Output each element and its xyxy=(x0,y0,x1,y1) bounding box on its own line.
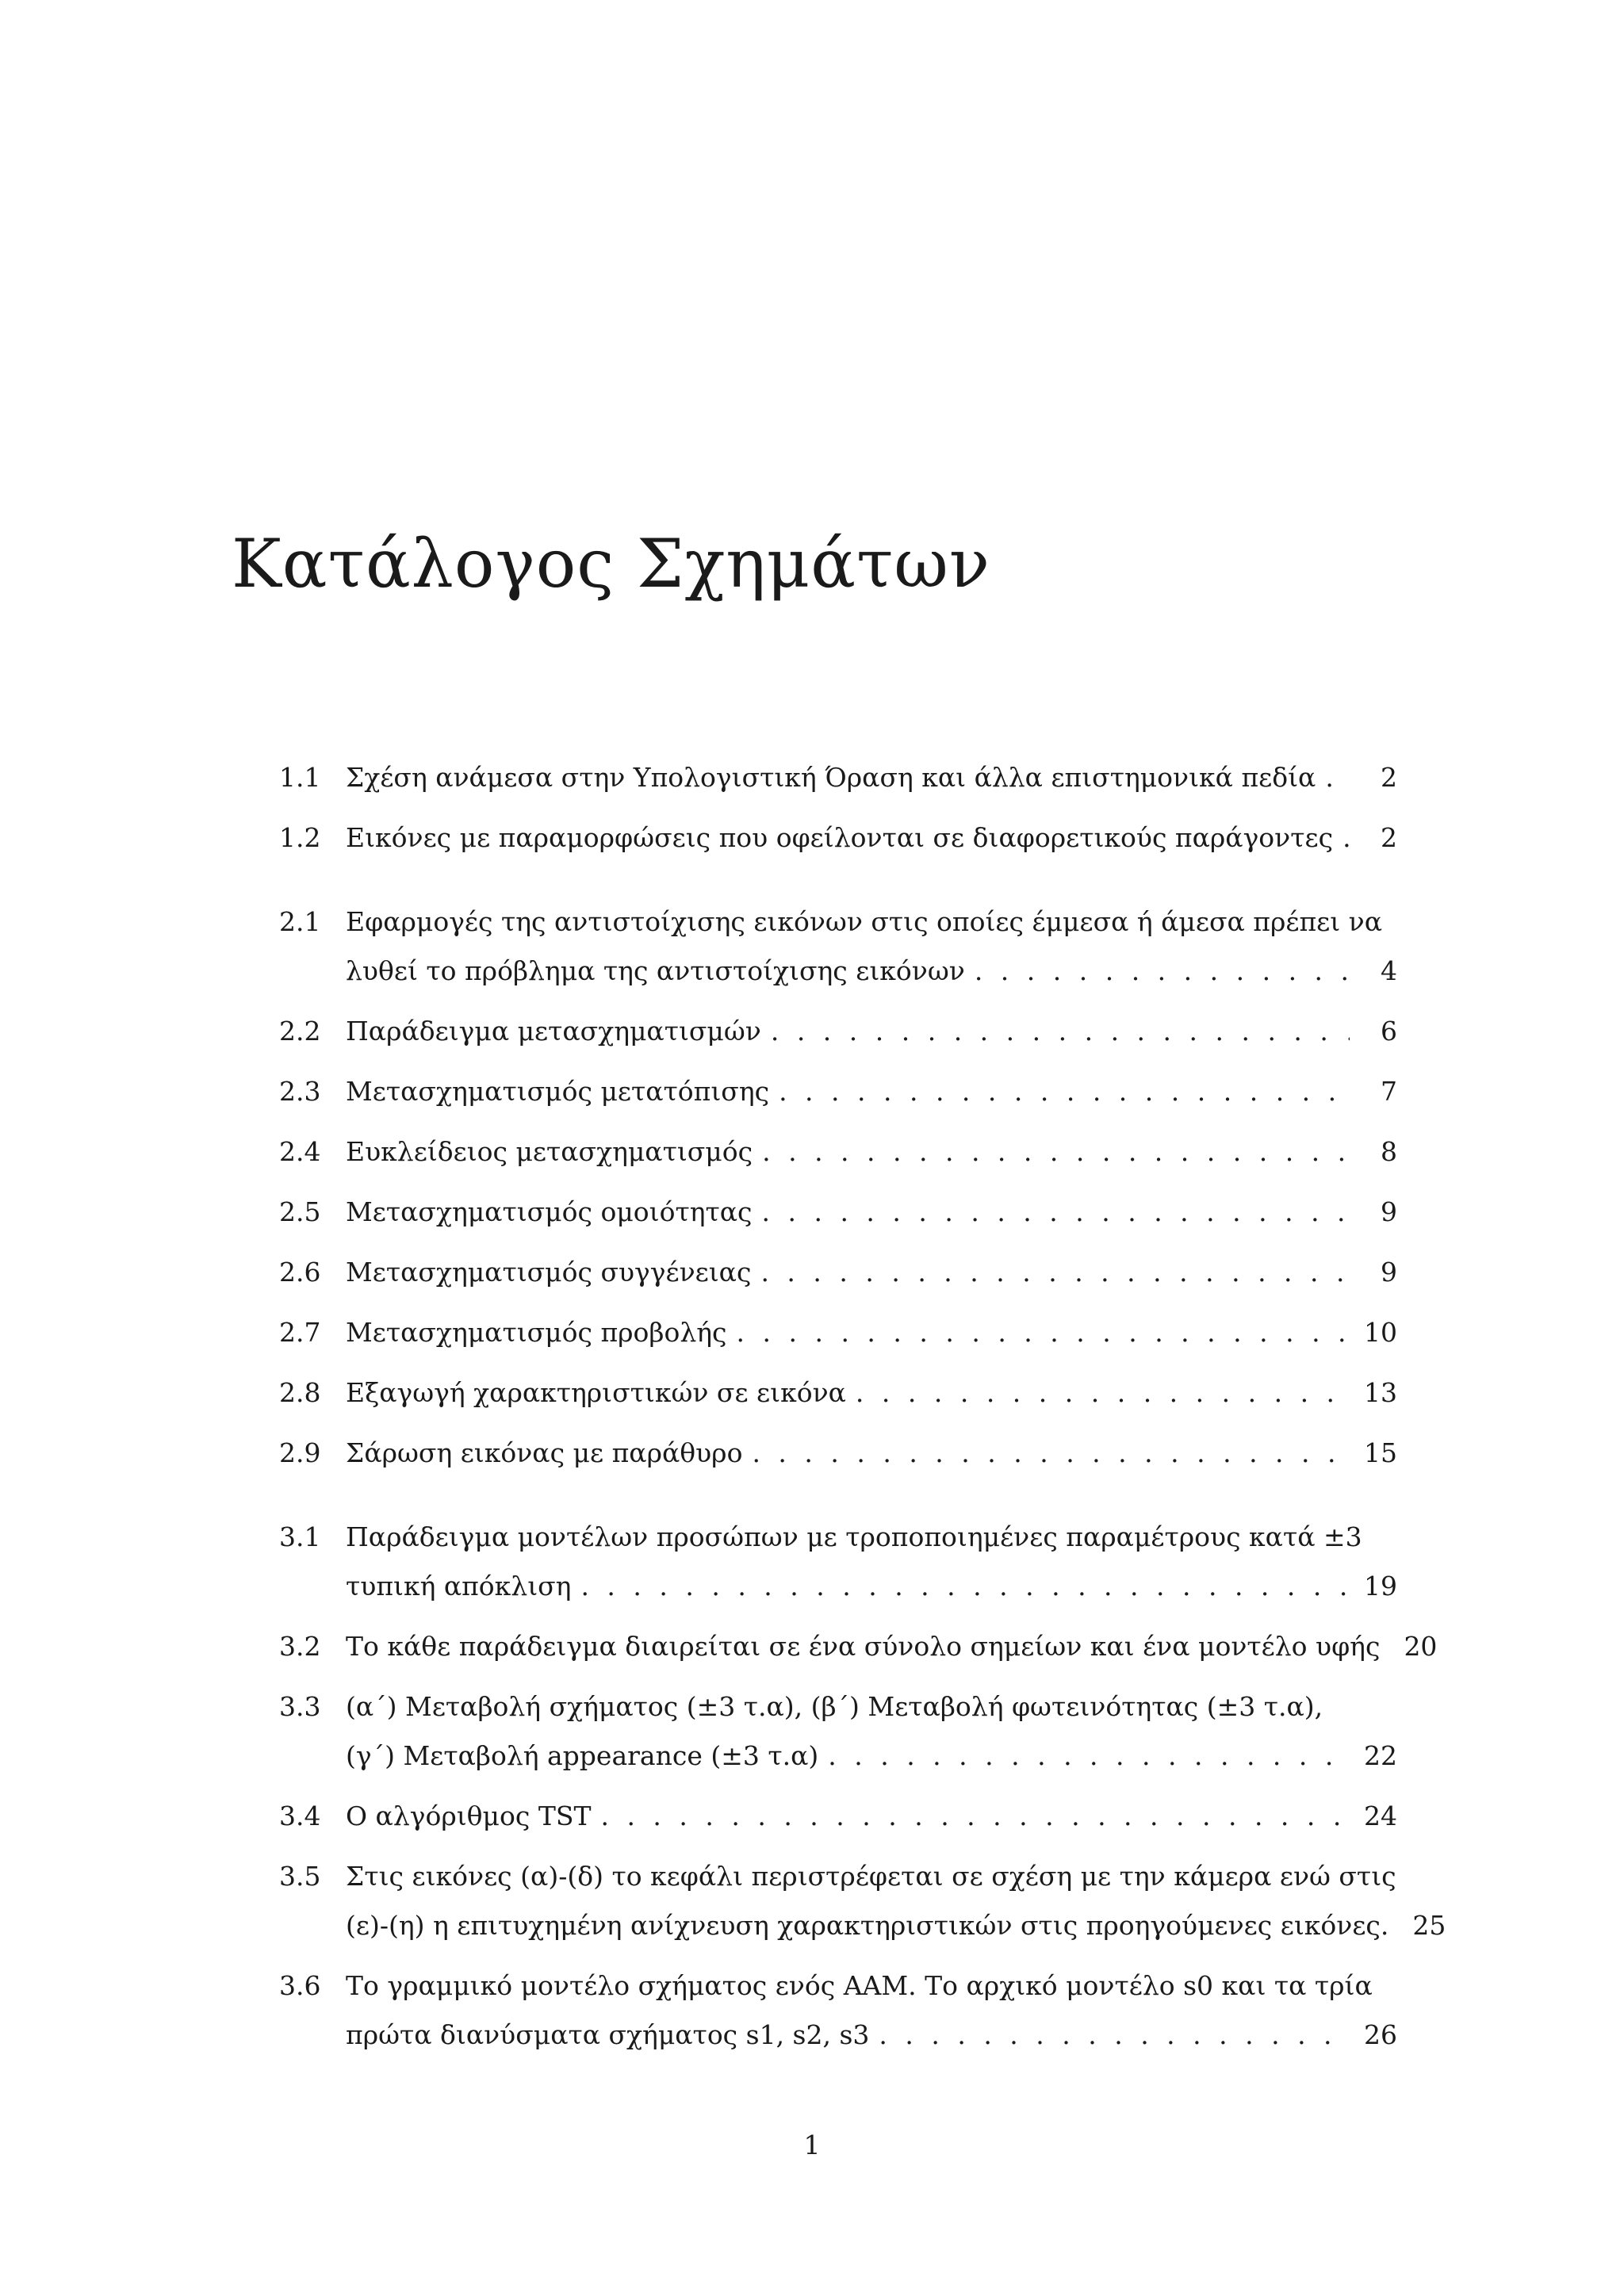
page-number: 1 xyxy=(803,2130,821,2160)
figure-number: 2.4 xyxy=(279,1136,321,1167)
figure-caption: Ευκλείδειος μετασχηματισμός xyxy=(346,1136,753,1167)
figure-page-number: 6 xyxy=(1381,1016,1397,1047)
leader-dots xyxy=(762,1188,1350,1237)
leader-dots xyxy=(975,947,1350,996)
figure-number: 2.9 xyxy=(279,1437,321,1468)
leader-dots xyxy=(737,1308,1350,1357)
figure-caption: Σάρωση εικόνας με παράθυρο xyxy=(346,1437,743,1468)
figure-number: 2.8 xyxy=(279,1377,321,1408)
figure-page-number: 22 xyxy=(1364,1740,1397,1771)
figure-entry[interactable] xyxy=(279,1792,1397,1841)
leader-dots xyxy=(856,1368,1350,1418)
figure-entry[interactable] xyxy=(279,1429,1397,1478)
figure-page-number: 20 xyxy=(1404,1631,1438,1662)
figure-caption: Εξαγωγή χαρακτηριστικών σε εικόνα xyxy=(346,1377,846,1408)
figure-caption: Εικόνες με παραμορφώσεις που οφείλονται σε διαφορετικούς παράγοντες xyxy=(346,822,1334,853)
leader-dots xyxy=(752,1429,1350,1478)
figure-page-number: 8 xyxy=(1381,1136,1397,1167)
figure-page-number: 4 xyxy=(1381,955,1397,986)
figure-caption: Μετασχηματισμός συγγένειας xyxy=(346,1257,752,1288)
figure-entry[interactable] xyxy=(279,1622,1438,1671)
figure-number: 3.2 xyxy=(279,1631,321,1662)
figure-entry[interactable] xyxy=(279,1513,1397,1611)
figure-caption: Παράδειγμα μοντέλων προσώπων με τροποποιημένες παραμέτρους κατά ±3 xyxy=(346,1521,1362,1552)
figure-caption: λυθεί το πρόβλημα της αντιστοίχισης εικόνων xyxy=(346,955,965,986)
figure-entry[interactable] xyxy=(279,897,1397,996)
leader-dots xyxy=(771,1007,1350,1056)
list-of-figures xyxy=(279,753,1446,2060)
figure-entry[interactable] xyxy=(279,813,1397,863)
figure-number: 1.1 xyxy=(279,762,321,793)
figure-number: 3.1 xyxy=(279,1521,321,1552)
figure-number: 1.2 xyxy=(279,822,321,853)
figure-page-number: 15 xyxy=(1364,1437,1397,1468)
figure-caption: Παράδειγμα μετασχηματισμών xyxy=(346,1016,761,1047)
figure-entry[interactable] xyxy=(279,1188,1397,1237)
leader-dots xyxy=(879,2011,1350,2060)
leader-dots xyxy=(1342,813,1350,863)
leader-dots xyxy=(580,1562,1350,1611)
leader-dots xyxy=(760,1248,1350,1297)
figure-number: 2.1 xyxy=(279,906,321,937)
figure-caption: Ο αλγόριθμος TST xyxy=(346,1800,592,1831)
figure-caption: Μετασχηματισμός μετατόπισης xyxy=(346,1076,770,1107)
figure-page-number: 13 xyxy=(1364,1377,1397,1408)
figure-entry[interactable] xyxy=(279,1308,1397,1357)
figure-number: 2.2 xyxy=(279,1016,321,1047)
figure-caption: Μετασχηματισμός προβολής xyxy=(346,1317,727,1348)
leader-dots xyxy=(600,1792,1350,1841)
figure-caption: Σχέση ανάμεσα στην Υπολογιστική Όραση και άλλα επιστημονικά πεδία xyxy=(346,762,1316,793)
figure-page-number: 9 xyxy=(1381,1196,1397,1227)
figure-caption: Εφαρμογές της αντιστοίχισης εικόνων στις οποίες έμμεσα ή άμεσα πρέπει να xyxy=(346,906,1383,937)
figure-caption: πρώτα διανύσματα σχήματος s1, s2, s3 xyxy=(346,2019,870,2050)
figure-entry[interactable] xyxy=(279,1368,1397,1418)
figure-number: 3.6 xyxy=(279,1970,321,2001)
figure-number: 3.5 xyxy=(279,1861,321,1892)
figure-entry[interactable] xyxy=(279,1682,1397,1781)
figure-caption: Το κάθε παράδειγμα διαιρείται σε ένα σύνολο σημείων και ένα μοντέλο υφής xyxy=(346,1631,1381,1662)
figure-number: 2.5 xyxy=(279,1196,321,1227)
figure-entry[interactable] xyxy=(279,1961,1397,2060)
figure-entry[interactable] xyxy=(279,1127,1397,1177)
figure-page-number: 19 xyxy=(1364,1571,1397,1601)
figure-number: 3.3 xyxy=(279,1691,321,1722)
figure-page-number: 7 xyxy=(1381,1076,1397,1107)
leader-dots xyxy=(762,1127,1350,1177)
figure-caption: (α΄) Μεταβολή σχήματος (±3 τ.α), (β΄) Μεταβολή φωτεινότητας (±3 τ.α), xyxy=(346,1691,1323,1722)
figure-page-number: 10 xyxy=(1364,1317,1397,1348)
figure-number: 2.7 xyxy=(279,1317,321,1348)
figure-number: 2.3 xyxy=(279,1076,321,1107)
figure-caption: Στις εικόνες (α)-(δ) το κεφάλι περιστρέφεται σε σχέση με την κάμερα ενώ στις xyxy=(346,1861,1396,1892)
figure-page-number: 9 xyxy=(1381,1257,1397,1288)
figure-page-number: 24 xyxy=(1364,1800,1397,1831)
leader-dots xyxy=(1325,753,1350,802)
figure-entry[interactable] xyxy=(279,753,1397,802)
figure-page-number: 2 xyxy=(1381,822,1397,853)
figure-entry[interactable] xyxy=(279,1067,1397,1116)
figure-page-number: 2 xyxy=(1381,762,1397,793)
figure-caption: Μετασχηματισμός ομοιότητας xyxy=(346,1196,753,1227)
figure-caption: Το γραμμικό μοντέλο σχήματος ενός AAM. Το αρχικό μοντέλο s0 και τα τρία xyxy=(346,1970,1373,2001)
figure-caption: (ε)-(η) η επιτυχημένη ανίχνευση χαρακτηριστικών στις προηγούμενες εικόνες. xyxy=(346,1910,1389,1941)
figure-entry[interactable] xyxy=(279,1852,1446,1950)
leader-dots xyxy=(779,1067,1350,1116)
figure-number: 2.6 xyxy=(279,1257,321,1288)
figure-caption: τυπική απόκλιση xyxy=(346,1571,572,1601)
figure-page-number: 25 xyxy=(1412,1910,1446,1941)
figure-number: 3.4 xyxy=(279,1800,321,1831)
figure-caption: (γ΄) Μεταβολή appearance (±3 τ.α) xyxy=(346,1740,819,1771)
page-title: Κατάλογος Σχημάτων xyxy=(232,525,990,603)
figure-entry[interactable] xyxy=(279,1007,1397,1056)
figure-page-number: 26 xyxy=(1364,2019,1397,2050)
leader-dots xyxy=(828,1732,1350,1781)
figure-entry[interactable] xyxy=(279,1248,1397,1297)
